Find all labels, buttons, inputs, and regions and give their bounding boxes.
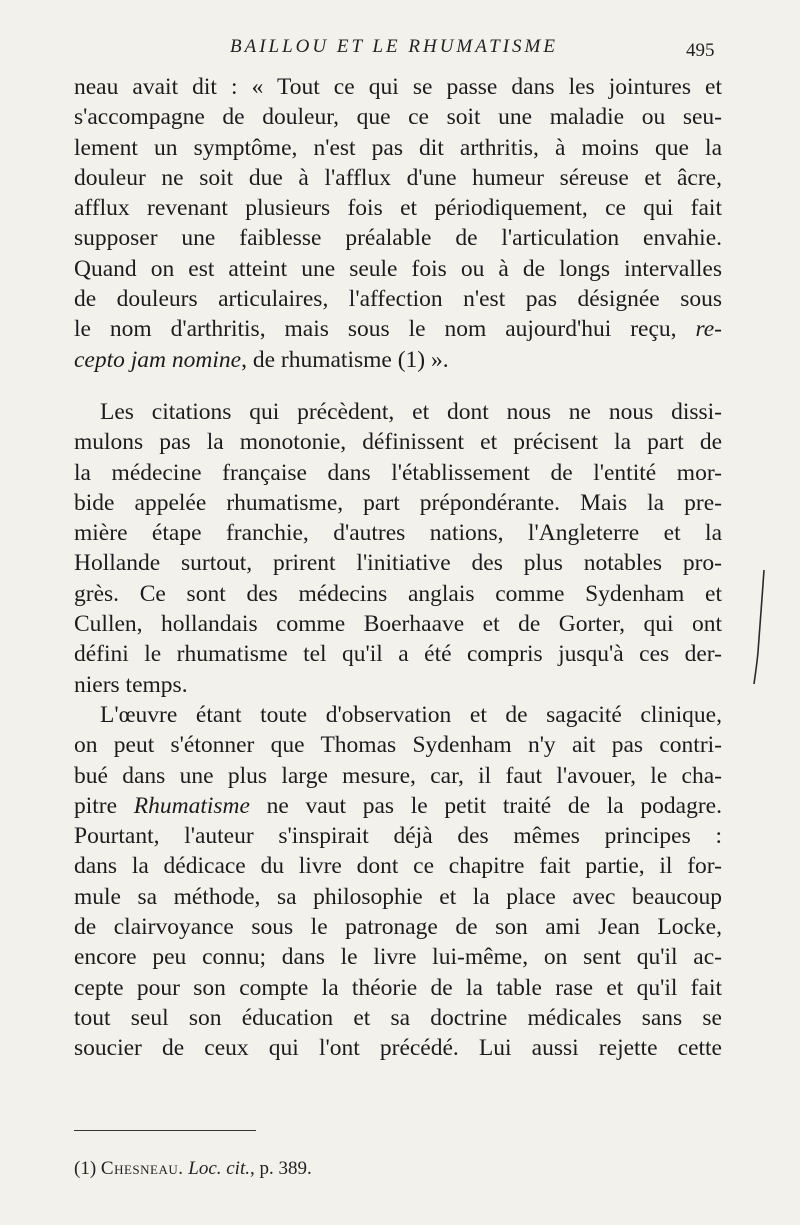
paragraph-3 xyxy=(74,700,722,1064)
text-line: bué dans une plus large mesure, car, il faut l'avouer, le cha- xyxy=(74,762,722,789)
text-line: lement un symptôme, n'est pas dit arthritis, à moins que la xyxy=(74,134,722,161)
text-line xyxy=(74,345,722,375)
running-title: BAILLOU ET LE RHUMATISME xyxy=(230,36,558,57)
text-segment: ne vaut pas le petit traité de la podagre. xyxy=(249,792,722,819)
text-line: Pourtant, l'auteur s'inspirait déjà des mêmes principes : xyxy=(74,823,722,850)
page-number: 495 xyxy=(686,40,715,61)
chapter-title: Rhumatisme xyxy=(133,792,250,819)
text-line: de douleurs articulaires, l'affection n'est pas désignée sous xyxy=(74,286,722,313)
text-line: Quand on est atteint une seule fois ou à de longs intervalles xyxy=(74,255,722,282)
text-line: bide appelée rhumatisme, part prépondérante. Mais la pre- xyxy=(74,489,722,516)
text-line: la médecine française dans l'établissement de l'entité mor- xyxy=(74,459,722,486)
text-line: L'œuvre étant toute d'observation et de sagacité clinique, xyxy=(100,701,722,728)
text-line: encore peu connu; dans le livre lui-même, on sent qu'il ac- xyxy=(74,944,722,971)
text-line: défini le rhumatisme tel qu'il a été compris jusqu'à ces der- xyxy=(74,641,722,668)
text-line: supposer une faiblesse préalable de l'articulation envahie. xyxy=(74,225,722,252)
text-line: afflux revenant plusieurs fois et périodiquement, ce qui fait xyxy=(74,195,722,222)
text-line: neau avait dit : « Tout ce qui se passe dans les jointures et xyxy=(74,74,722,100)
text-line: mulons pas la monotonie, définissent et précisent la part de xyxy=(74,429,722,456)
text-line: tout seul son éducation et sa doctrine médicales sans se xyxy=(74,1004,722,1031)
footnote-marker: (1) xyxy=(74,1158,97,1179)
footnote-author: Chesneau. xyxy=(100,1158,184,1179)
text-line: Hollande surtout, prirent l'initiative des plus notables pro- xyxy=(74,550,722,577)
footnote-ref: Loc. cit. xyxy=(188,1158,250,1179)
paragraph-2 xyxy=(74,397,722,700)
text-line: on peut s'étonner que Thomas Sydenham n'y ait pas contri- xyxy=(74,732,722,759)
text-segment: pitre xyxy=(74,792,134,819)
text-line: mière étape franchie, d'autres nations, l'Angleterre et la xyxy=(74,520,722,547)
text-line: de clairvoyance sous le patronage de son ami Jean Locke, xyxy=(74,914,722,941)
text-line: niers temps. xyxy=(74,671,188,698)
text-line: Les citations qui précèdent, et dont nous ne nous dissi- xyxy=(100,398,722,425)
text-line: s'accompagne de douleur, que ce soit une maladie ou seu- xyxy=(74,104,722,131)
paragraph-1 xyxy=(74,72,722,375)
latin-phrase: re- xyxy=(695,316,722,343)
text-line: grès. Ce sont des médecins anglais comme Sydenham et xyxy=(74,580,722,607)
text-line xyxy=(74,791,722,821)
text-line: mule sa méthode, sa philosophie et la place avec beaucoup xyxy=(74,883,722,910)
text-line: soucier de ceux qui l'ont précédé. Lui aussi rejette cette xyxy=(74,1035,722,1062)
text-line: dans la dédicace du livre dont ce chapitre fait partie, il for- xyxy=(74,853,722,880)
footnote xyxy=(74,1158,312,1180)
text-segment: le nom d'arthritis, mais sous le nom aujourd'hui reçu, xyxy=(74,316,696,343)
body-text xyxy=(74,72,722,1064)
text-line xyxy=(74,314,722,344)
latin-phrase: cepto jam nomine xyxy=(74,346,242,373)
text-line: cepte pour son compte la théorie de la table rase et qu'il fait xyxy=(74,974,722,1001)
text-line: douleur ne soit due à l'afflux d'une humeur séreuse et âcre, xyxy=(74,164,722,191)
footnote-rule xyxy=(74,1130,256,1131)
margin-pencil-mark xyxy=(752,568,766,686)
footnote-page: , p. 389. xyxy=(250,1158,312,1179)
text-segment: , de rhumatisme (1) ». xyxy=(241,346,449,373)
text-line: Cullen, hollandais comme Boerhaave et de Gorter, qui ont xyxy=(74,611,722,638)
